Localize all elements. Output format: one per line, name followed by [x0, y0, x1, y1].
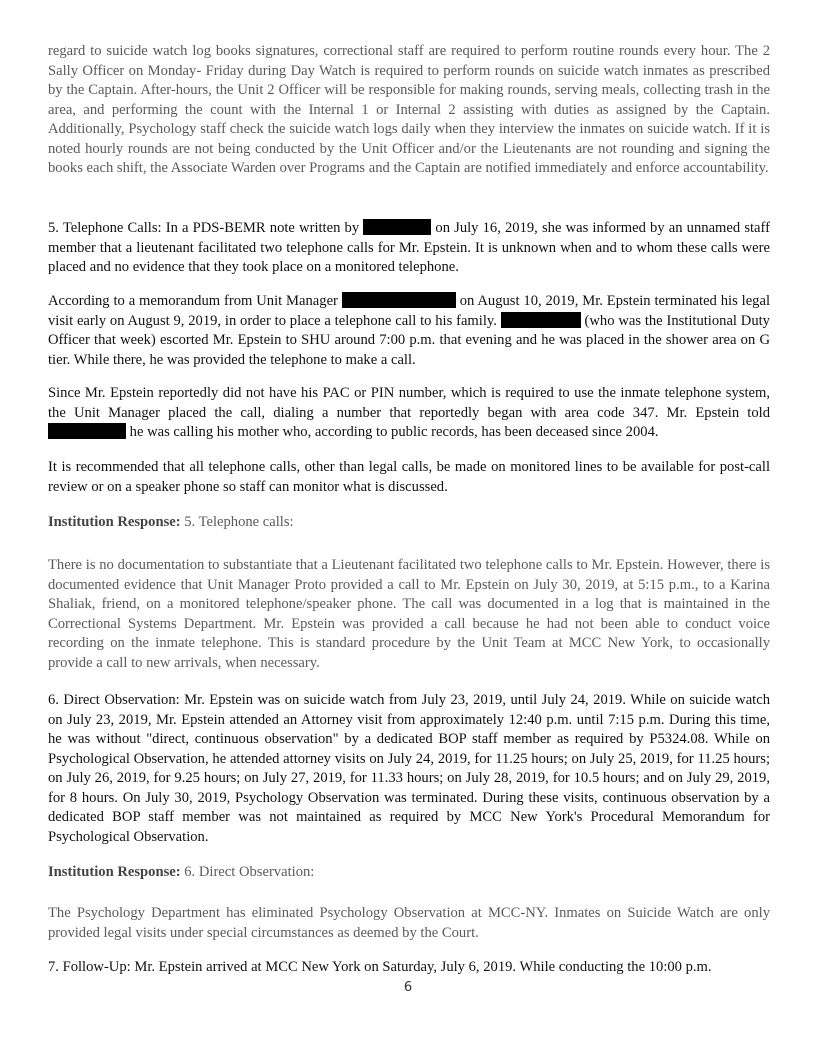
suicide-watch-paragraph: regard to suicide watch log books signatures, correctional staff are required to perform routine rounds every hour. The 2 Sally Officer on Monday- Friday during Day Watch is required to perform rounds on suicide watch inmates as prescribed by the Captain. After-hours, the Unit 2 Officer will be responsible for making rounds, serving meals, collecting trash in the area, and performing the count with the Internal 1 or Internal 2 assisting with duties as assigned by the Captain. Additionally, Psychology staff check the suicide watch logs daily when they interview the inmates on suicide watch. If it is noted hourly rounds are not being conducted by the Unit Officer and/or the Lieutenants are not rounding and signing the books each shift, the Associate Warden over Programs and the Captain are notified immediately and enforce accountability. [48, 43, 770, 176]
redaction-box [48, 423, 126, 439]
pin-number-text-b: he was calling his mother who, according to public records, has been deceased since 2004. [129, 424, 659, 440]
telephone-calls-paragraph [48, 219, 770, 278]
redaction-box [501, 312, 581, 328]
institution-response-label: Institution Response: [48, 864, 181, 880]
institution-response-5-heading [48, 513, 294, 533]
telephone-response-paragraph: There is no documentation to substantiate that a Lieutenant facilitated two telephone calls to Mr. Epstein. However, there is documented evidence that Unit Manager Proto provided a call to Mr. Epstein on July 30, 2019, at 5:15 p.m., to a Karina Shaliak, friend, on a monitored telephone/speaker phone. The call was documented in a log that is maintained in the Correctional Systems Department. Mr. Epstein was provided a call because he had not been able to conduct voice recording on the inmate telephone. This is standard procedure by the Unit Team at MCC New York, to occasionally provide a call to new arrivals, when necessary. [48, 557, 770, 671]
institution-response-title: 6. Direct Observation: [184, 864, 315, 880]
memorandum-text-b: on August 10, 2019, Mr. Epstein terminated his legal visit early on August 9, 2019, in order to place a telephone call to his family. [48, 293, 770, 329]
institution-response-title: 5. Telephone calls: [184, 514, 294, 530]
institution-response-label: Institution Response: [48, 514, 181, 530]
telephone-calls-text-b: on July 16, 2019, she was informed by an unnamed staff member that a lieutenant facilitated two telephone calls for Mr. Epstein. It is unknown when and to whom these calls were placed and no evidence that they took place on a monitored telephone. [48, 220, 770, 275]
telephone-calls-text-a: 5. Telephone Calls: In a PDS-BEMR note written by [48, 220, 360, 236]
psychology-response-paragraph: The Psychology Department has eliminated Psychology Observation at MCC-NY. Inmates on Suicide Watch are only provided legal visits under special circumstances as deemed by the Court. [48, 905, 770, 941]
memorandum-text-a: According to a memorandum from Unit Manager [48, 293, 338, 309]
recommendation-paragraph: It is recommended that all telephone calls, other than legal calls, be made on monitored lines to be available for post-call review or on a speaker phone so staff can monitor what is discussed. [48, 459, 770, 495]
redaction-box [363, 219, 431, 235]
pin-number-paragraph [48, 384, 770, 443]
follow-up-paragraph: 7. Follow-Up: Mr. Epstein arrived at MCC New York on Saturday, July 6, 2019. While conducting the 10:00 p.m. [48, 959, 712, 975]
page-number: 6 [403, 980, 413, 995]
redaction-box [342, 292, 456, 308]
direct-observation-paragraph: 6. Direct Observation: Mr. Epstein was on suicide watch from July 23, 2019, until July 24, 2019. While on suicide watch on July 23, 2019, Mr. Epstein attended an Attorney visit from approximately 12:40 p.m. until 7:15 p.m. During this time, he was without "direct, continuous observation" by a dedicated BOP staff member as required by P5324.08. While on Psychological Observation, he attended attorney visits on July 24, 2019, for 11.25 hours; on July 25, 2019, for 11.25 hours; on July 26, 2019, for 9.25 hours; on July 27, 2019, for 11.33 hours; on July 28, 2019, for 10.5 hours; and on July 29, 2019, for 8 hours. On July 30, 2019, Psychology Observation was terminated. During these visits, continuous observation by a dedicated BOP staff member was not maintained as required by MCC New York's Procedural Memorandum for Psychological Observation. [48, 692, 770, 845]
memorandum-paragraph [48, 292, 770, 370]
pin-number-text-a: Since Mr. Epstein reportedly did not have his PAC or PIN number, which is required to use the inmate telephone system, the Unit Manager placed the call, dialing a number that reportedly began with area code 347. Mr. Epstein told [48, 385, 770, 421]
memorandum-text-c: (who was the Institutional Duty Officer that week) escorted Mr. Epstein to SHU around 7:00 p.m. that evening and he was placed in the shower area on G tier. While there, he was provided the telephone to make a call. [48, 312, 770, 368]
institution-response-6-heading [48, 863, 314, 883]
